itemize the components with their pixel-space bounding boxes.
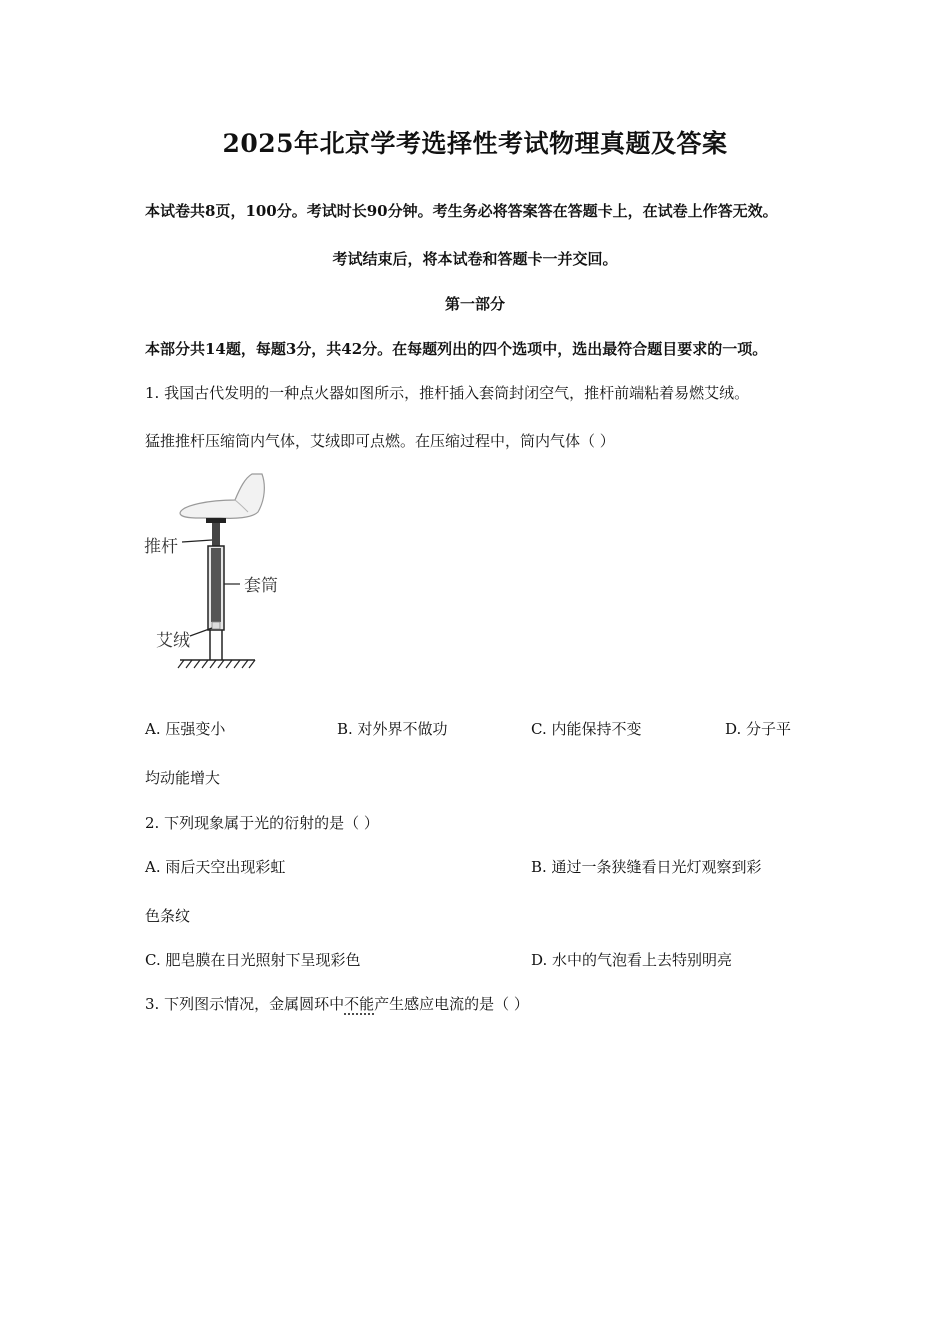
label-push-rod: 推杆 bbox=[144, 537, 178, 557]
q2-option-b-continued: 色条纹 bbox=[145, 907, 191, 925]
ground-hatching bbox=[178, 660, 255, 668]
exam-notice-line2: 考试结束后，将本试卷和答题卡一并交回。 bbox=[332, 250, 618, 268]
q2-option-b: B. 通过一条狭缝看日光灯观察到彩 bbox=[531, 858, 762, 876]
label-sleeve: 套筒 bbox=[244, 576, 278, 596]
label-moxa: 艾绒 bbox=[156, 631, 190, 651]
moxa-tip bbox=[212, 622, 220, 629]
q1-option-d-continued: 均动能增大 bbox=[145, 769, 221, 787]
q3-stem-before: 3. 下列图示情况，金属圆环中 bbox=[145, 995, 345, 1013]
question-1-line1: 1. 我国古代发明的一种点火器如图所示，推杆插入套筒封闭空气，推杆前端粘着易燃艾绒。 bbox=[145, 384, 750, 402]
q1-option-c: C. 内能保持不变 bbox=[531, 720, 642, 738]
rod-cap bbox=[206, 518, 226, 523]
part-title: 第一部分 bbox=[444, 295, 505, 313]
q2-option-c: C. 肥皂膜在日光照射下呈现彩色 bbox=[145, 951, 361, 969]
question-2-stem: 2. 下列现象属于光的衍射的是（ ） bbox=[145, 814, 379, 832]
q2-option-d: D. 水中的气泡看上去特别明亮 bbox=[531, 951, 733, 969]
part-intro: 本部分共14题，每题3分，共42分。在每题列出的四个选项中，选出最符合题目要求的一项。 bbox=[145, 340, 768, 358]
q1-option-b: B. 对外界不做功 bbox=[337, 720, 448, 738]
question-1-line2: 猛推推杆压缩筒内气体，艾绒即可点燃。在压缩过程中，筒内气体（ ） bbox=[145, 432, 615, 450]
hand-illustration bbox=[180, 474, 264, 518]
fire-piston-figure bbox=[140, 470, 300, 685]
question-3-stem bbox=[145, 993, 529, 1014]
q1-option-a: A. 压强变小 bbox=[145, 720, 226, 738]
exam-notice-line1: 本试卷共8页，100分。考试时长90分钟。考生务必将答案答在答题卡上，在试卷上作答无效。 bbox=[145, 202, 778, 220]
sleeve-inner bbox=[211, 548, 221, 622]
q3-stem-emphasis: 不能 bbox=[344, 995, 375, 1013]
q1-option-d: D. 分子平 bbox=[725, 720, 792, 738]
q3-stem-after: 产生感应电流的是（ ） bbox=[374, 995, 529, 1013]
page-title: 2025年北京学考选择性考试物理真题及答案 bbox=[222, 129, 728, 158]
q2-option-a: A. 雨后天空出现彩虹 bbox=[145, 858, 286, 876]
